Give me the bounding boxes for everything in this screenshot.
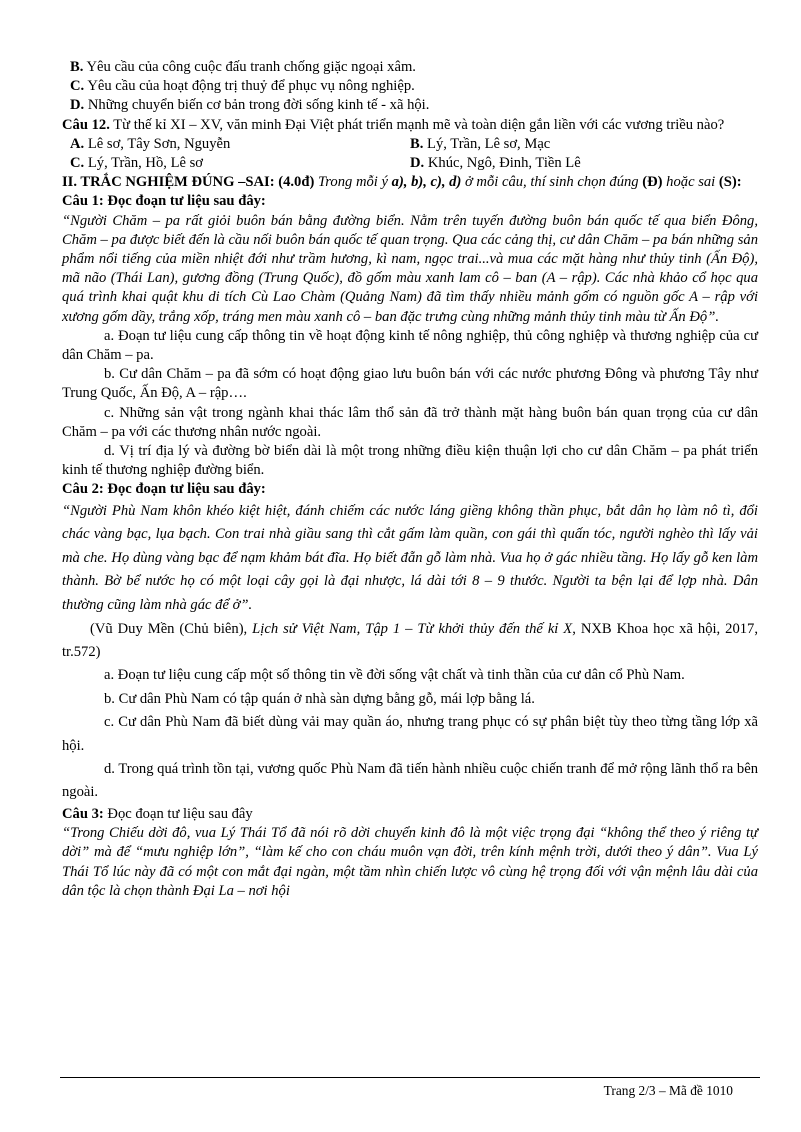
c1-statement-b: b. Cư dân Chăm – pa đã sớm có hoạt động giao lưu buôn bán với các nước phương Đông và phương Tây như Trung Quốc, Ấn Độ, A – rập…. <box>62 366 758 402</box>
q12-question: Câu 12. Từ thế kỉ XI – XV, văn minh Đại Việt phát triển mạnh mẽ và toàn diện gắn liền với các vương triều nào? <box>62 116 725 133</box>
c1-statement-a: a. Đoạn tư liệu cung cấp thông tin về hoạt động kinh tế nông nghiệp, thủ công nghiệp và thương nghiệp của cư dân Chăm – pa. <box>62 327 758 364</box>
c1-quote: “Người Chăm – pa rất giỏi buôn bán bằng đường biển. Nằm trên tuyến đường buôn bán quốc tế qua biển Đông, Chăm – pa được biết đến là cầu nối buôn bán quốc tế quan trọng. Qua các cảng thị, cư dân Chăm – pa bán những sản phẩm nổi tiếng của miền nhiệt đới như trầm hương, kì nam, ngọc trai...và mua các mặt hàng như thủy tinh (Ấn Độ), mã não (Thái Lan), gương đồng (Trung Quốc), đồ gốm màu xanh lam cô – ban (A – rập). Các nhà khảo cổ học qua quá trình khai quật khu di tích Cù Lao Chàm (Quảng Nam) đã tìm thấy nhiều mảnh gốm có nguồn gốc A – rập với xương gốm dầy, trắng xốp, tráng men màu xanh cô – ban đặc trưng cùng những mảnh thủy tinh màu từ Ấn Độ”. <box>62 212 758 325</box>
exam-page <box>62 58 758 901</box>
q11-option-c: C. Yêu cầu của hoạt động trị thuỷ để phục vụ nông nghiệp. <box>70 78 415 95</box>
q12-option-d: D. Khúc, Ngô, Đinh, Tiền Lê <box>410 155 581 172</box>
c1-statement-c: c. Những sản vật trong ngành khai thác lâm thổ sản đã trở thành mặt hàng buôn bán quan trọng của cư dân Chăm – pa với các thương nhân nước ngoài. <box>62 404 758 440</box>
q11-option-b: B. Yêu cầu của công cuộc đấu tranh chống giặc ngoại xâm. <box>70 59 416 75</box>
c2-statement-a: a. Đoạn tư liệu cung cấp một số thông tin về đời sống vật chất và tinh thần của cư dân cổ Phù Nam. <box>104 667 685 684</box>
c2-body <box>62 618 758 805</box>
c2-statement-b: b. Cư dân Phù Nam có tập quán ở nhà sàn dựng bằng gỗ, mái lợp bằng lá. <box>104 690 535 707</box>
c1-statement-d: d. Vị trí địa lý và đường bờ biển dài là một trong những điều kiện thuận lợi cho cư dân Chăm – pa phát triển kinh tế thương nghiệp đường biển. <box>62 443 758 479</box>
q12-option-a: A. Lê sơ, Tây Sơn, Nguyễn <box>70 135 231 152</box>
c2-quote: “Người Phù Nam khôn khéo kiệt hiệt, đánh chiếm các nước láng giềng không thần phục, bắt dân họ làm nô tì, đổi chác vàng bạc, lụa bạch. Con trai nhà giầu sang thì cắt gấm làm quần, con gái thì quấn tóc, người nghèo thì lấy vải mà che. Họ dùng vàng bạc để nạm khảm bát đĩa. Họ biết đẵn gỗ làm nhà. Vua họ ở gác nhiều tầng. Họ lấy gỗ ken làm thành. Bờ bể nước họ có một loại cây gọi là đại nhược, lá dài tới 8 – 9 thước. Người ta bện lại để lợp nhà. Dân thường cũng làm nhà gác để ở”. <box>62 502 758 614</box>
q12-options-row-1 <box>62 135 758 154</box>
c2-statement-d: d. Trong quá trình tồn tại, vương quốc Phù Nam đã tiến hành nhiều cuộc chiến tranh để mở rộng lãnh thổ ra bên ngoài. <box>62 761 758 801</box>
c2-source: (Vũ Duy Mền (Chủ biên), Lịch sử Việt Nam, Tập 1 – Từ khởi thủy đến thế kỉ X, NXB Khoa học xã hội, 2017, tr.572) <box>62 620 758 661</box>
q12-option-c: C. Lý, Trần, Hồ, Lê sơ <box>70 155 204 172</box>
q12-options-row-2 <box>62 154 758 173</box>
c3-quote: “Trong Chiếu dời đô, vua Lý Thái Tổ đã nói rõ dời chuyển kinh đô là một việc trọng đại “không thể theo ý riêng tự dời” mà để “mưu nghiệp lớn”, “làm kế cho con cháu muôn vạn đời, trên kính mệnh trời, dưới theo ý dân”. Vua Lý Thái Tổ lúc này đã có một con mắt đại ngàn, một tầm nhìn chiến lược vô cùng hệ trọng đối với vận mệnh lâu dài của dân tộc là chọn thành Đại La – nơi hội <box>62 825 758 899</box>
page-footer: Trang 2/3 – Mã đề 1010 <box>603 1083 733 1098</box>
c2-statement-c: c. Cư dân Phù Nam đã biết dùng vải may quần áo, nhưng trang phục có sự phân biệt tùy theo từng tầng lớp xã hội. <box>62 714 758 754</box>
c2-heading: Câu 2: Đọc đoạn tư liệu sau đây: <box>62 481 266 498</box>
footer-divider <box>60 1077 760 1078</box>
section2-heading: II. TRẮC NGHIỆM ĐÚNG –SAI: (4.0đ) Trong mỗi ý a), b), c), d) ở mỗi câu, thí sinh chọn đúng (Đ) hoặc sai (S): <box>62 174 742 191</box>
q11-option-d: D. Những chuyển biến cơ bản trong đời sống kinh tế - xã hội. <box>70 97 430 114</box>
q12-option-b: B. Lý, Trần, Lê sơ, Mạc <box>410 135 551 152</box>
c1-heading: Câu 1: Đọc đoạn tư liệu sau đây: <box>62 193 266 210</box>
c3-heading: Câu 3: Đọc đoạn tư liệu sau đây <box>62 805 253 822</box>
